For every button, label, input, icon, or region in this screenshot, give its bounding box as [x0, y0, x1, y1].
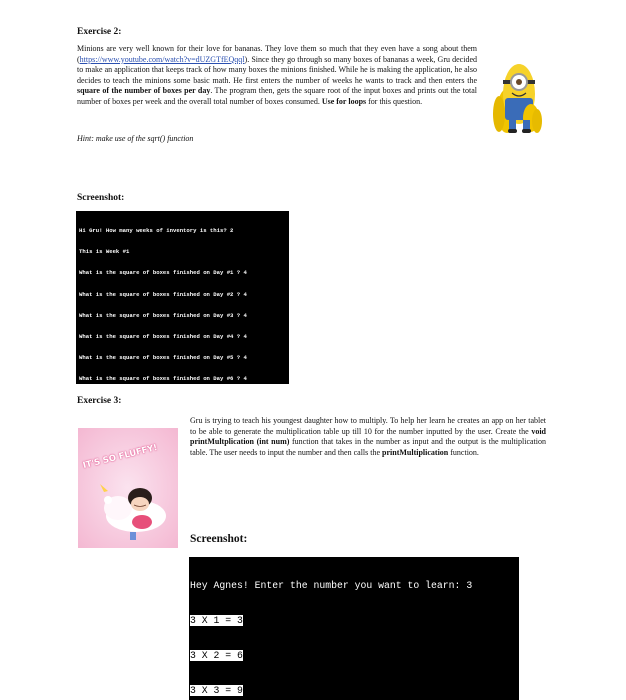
exercise2-description: [77, 44, 477, 108]
console-line: What is the square of boxes finished on Day #4 ? 4: [79, 332, 247, 340]
exercise3-bold-function: void printMultplication (int num): [190, 426, 546, 447]
exercise2-text-mid: ). Since they go through so many boxes of bananas a week, Gru decided to make an application that keeps track of how many boxes the minions finished. While he is making the application, he also decides to teach the minions some basic math. He first enters the number of weeks he wants to track and then enters the: [77, 54, 477, 85]
exercise3-heading: Exercise 3:: [77, 396, 122, 406]
exercise2-hint: Hint: make use of the sqrt() function: [77, 134, 194, 143]
exercise3-bold-call: printMultiplication: [382, 447, 449, 457]
exercise2-console: [76, 211, 289, 384]
console-line: What is the square of boxes finished on Day #2 ? 4: [79, 290, 247, 298]
console-line: [190, 615, 519, 627]
exercise2-text-start: Minions are very well known for their love for bananas. They love them so much that they even have a song about them (: [77, 44, 477, 64]
youtube-link[interactable]: https://www.youtube.com/watch?v=dUZGTfEQqql: [79, 54, 245, 64]
console-line: [190, 650, 519, 662]
exercise2-heading: Exercise 2:: [77, 27, 122, 37]
console-line: What is the square of boxes finished on Day #5 ? 4: [79, 353, 247, 361]
console-line: What is the square of boxes finished on Day #6 ? 4: [79, 375, 247, 383]
exercise2-bold-square: square of the number of boxes per day: [77, 86, 211, 96]
exercise3-text-end: function.: [448, 447, 479, 457]
exercise3-console: [189, 557, 519, 700]
console-line: Hi Gru! How many weeks of inventory is this? 2: [79, 227, 234, 235]
exercise2-bold-forloops: Use for loops: [321, 96, 367, 106]
console-line: [190, 685, 519, 697]
exercise3-screenshot-label: Screenshot:: [190, 533, 248, 545]
exercise2-screenshot-label: Screenshot:: [77, 193, 125, 203]
exercise2-text-mid2: . The program then, gets the square root of the input boxes and prints out the total number of boxes per week and the overall total number of boxes consumed.: [77, 86, 477, 106]
minion-image: [487, 56, 547, 136]
agnes-image: [78, 428, 178, 548]
exercise2-text-end: for this question.: [366, 96, 423, 106]
console-prompt-line: Hey Agnes! Enter the number you want to learn: 3: [190, 580, 473, 592]
agnes-image-caption: IT'S SO FLUFFY!: [81, 442, 159, 472]
console-line: What is the square of boxes finished on Day #3 ? 4: [79, 311, 247, 319]
console-line-text: 3 X 1 = 3: [190, 614, 243, 626]
console-line: This is Week #1: [79, 248, 130, 256]
exercise3-description: [190, 416, 546, 458]
console-line: What is the square of boxes finished on Day #1 ? 4: [79, 269, 247, 277]
minion-icon: [487, 56, 547, 136]
console-line-text: 3 X 2 = 6: [190, 649, 243, 661]
exercise3-text-start: Gru is trying to teach his youngest daughter how to multiply. To help her learn he creates an app on her tablet to be able to generate the multiplication table up till 10 for the number inputted by the user. Create the: [190, 416, 546, 436]
console-line-text: 3 X 3 = 9: [190, 684, 243, 696]
agnes-icon: [78, 428, 178, 548]
exercise3-text-mid: function that takes in the number as input and the output is the multiplication table. The user needs to input the number and then calls the: [190, 437, 546, 457]
